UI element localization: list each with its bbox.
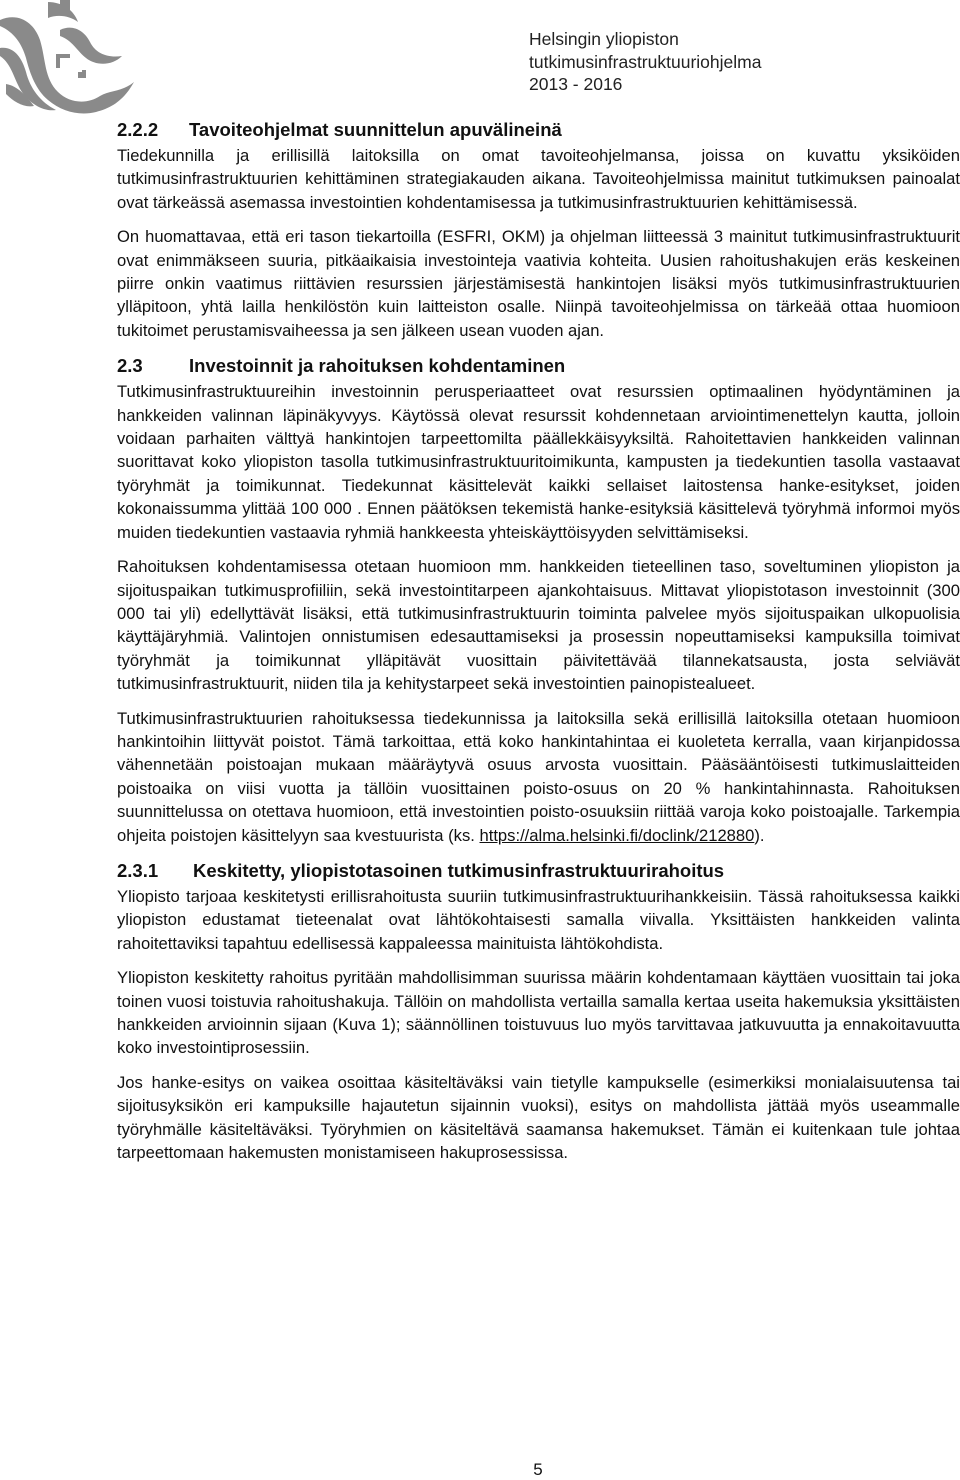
paragraph: Rahoituksen kohdentamisessa otetaan huomioon mm. hankkeiden tieteellinen taso, soveltuminen yliopiston ja sijoituspaikan tutkimusprofiiliin, sekä investointitarpeen ajankohtaisuus. Mittavat yliopistotason investoinnit (300 000 tai yli) edellyttävät lisäksi, että tutkimusinfrastruktuurin toiminta palvelee myös sijoituspaikan ulkopuolisia käyttäjäryhmiä. Valintojen onnistumisen edesauttamiseksi ja prosessin nopeuttamiseksi kampuksilla toimivat työryhmät ja toimikunnat ylläpitävät vuosittain päivitettävää tilannekatsausta, josta selviävät tutkimusinfrastruktuurit, niiden tila ja kehitystarpeet sekä investointien painopistealueet. [117, 557, 960, 694]
doclink-link[interactable]: https://alma.helsinki.fi/doclink/212880 [479, 825, 755, 845]
paragraph: Yliopiston keskitetty rahoitus pyritään mahdollisimman suurissa määrin kohdentamaan käyttäen vuosittain tai joka toinen vuosi toistuvia rahoitushakuja. Tällöin on mahdollista vertailla samalla kertaa useita hakemuksia yksittäisten hankkeiden arvioinnin sijaan (Kuva 1); säännöllinen toistuvuus luo myös tarvittavaa jatkuvuutta ja ennakoitavuutta koko investointiprosessiin. [117, 968, 960, 1058]
paragraph: Jos hanke-esitys on vaikea osoittaa käsiteltäväksi vain tietylle kampukselle (esimerkiksi monialaisuutensa tai sijoitusyksikön eri kampuksille hajautetun sijainnin vuoksi), esitys on mahdollista jättää myös useammalle työryhmälle käsiteltäväksi. Työryhmien on käsiteltävä saamansa hakemukset. Tämän ei kuitenkaan tule johtaa tarpeettomaan hakemusten monistamiseen hakuprosessissa. [117, 1072, 960, 1163]
paragraph-with-link [117, 707, 960, 847]
section-heading-2-3 [117, 354, 960, 378]
header-org: Helsingin yliopiston [529, 29, 679, 49]
section-number: 2.3 [117, 355, 143, 377]
paragraph: Tiedekunnilla ja erillisillä laitoksilla on omat tavoiteohjelmansa, joissa on kuvattu yksiköiden tutkimusinfrastruktuurien kehittäminen strategiakauden aikana. Tavoiteohjelmissa mainitut tutkimuksen painoalat ovat tärkeässä asemassa investointien kohdentamisessa ja tutkimusinfrastruktuurien kehittämisessä. [117, 146, 960, 212]
section-heading-2-3-1 [117, 859, 960, 883]
section-number: 2.2.2 [117, 119, 159, 140]
document-header [529, 28, 761, 96]
university-logo-icon [0, 0, 140, 125]
paragraph-text: Tutkimusinfrastruktuurien rahoituksessa tiedekunnissa ja laitoksilla sekä erillisillä laitoksilla otetaan huomioon hankintoihin liittyvät poistot. Tämä tarkoittaa, että koko hankintahintaa ei kuoleteta kerralla, vaan kirjanpidossa vähennetään poistoajan mukaan määräytyvä osuus arvosta vuosittain. Pääsääntöisesti tutkimuslaitteiden poistoaika on viisi vuotta ja tällöin vuosittainen poisto-osuus on 20 % hankintahinnasta. Rahoituksen suunnittelussa on otettava huomioon, että investointien poisto-osuuksiin riittää varoja koko poistoajalle. Tarkempia ohjeita poistojen käsittelyyn saa kvestuurista (ks. [117, 708, 960, 845]
paragraph: Tutkimusinfrastruktuureihin investoinnin perusperiaatteet ovat resurssien optimaalinen hyödyntäminen ja hankkeiden valinnan läpinäkyvyys. Käytössä olevat resurssit kohdennetaan arviointimenettelyn kautta, jolloin voidaan parhaiten välttyä hankintojen tarpeettomilta päällekkäisyyksiltä. Rahoitettavien hankkeiden valinnan suorittavat koko yliopiston tasolla tutkimusinfrastruktuuritoimikunta, kampusten ja tiedekuntien tasolla vastaavat työryhmät ja toimikunnat. Tiedekunnat käsittelevät kaikki sellaiset laitostensa hanke-esitykset, joiden kokonaissumma ylittää 100 000 . Ennen päätöksen tekemistä hanke-esityksiä käsittelevä työryhmä informoi myös muiden tiedekuntien vastaavia ryhmiä hankkeesta yhteiskäyttöisyyden selvittämiseksi. [117, 382, 960, 542]
section-title: Tavoiteohjelmat suunnittelun apuvälineinä [189, 119, 562, 140]
header-years: 2013 - 2016 [529, 74, 623, 94]
paragraph: Yliopisto tarjoaa keskitetysti erillisrahoitusta suuriin tutkimusinfrastruktuurihankkeisiin. Tässä rahoituksessa kaikki yliopiston edustamat tieteenalat ovat lähtökohtaisesti samalla viivalla. Yksittäisten hankkeiden valinta rahoitettaviksi tapahtuu edellisessä kappaleessa mainituista lähtökohdista. [117, 886, 960, 953]
paragraph: On huomattavaa, että eri tason tiekartoilla (ESFRI, OKM) ja ohjelman liitteessä 3 mainitut tutkimusinfrastruktuurit ovat enimmäkseen suuria, pitkäaikaisia investointeja vaativia kohteita. Uusien rahoitushakujen eräs keskeinen piirre onkin vaatimus riittävien resurssien järjestämisestä hankintojen lisäksi myös tutkimusinfrastruktuurien ylläpitoon, yhtä lailla henkilöstön kuin laitteiston osalle. Niinpä tavoiteohjelmissa on tärkeää ottaa huomioon tukitoimet perustamisvaiheessa ja sen jälkeen usean vuoden ajan. [117, 227, 960, 340]
paragraph-text-end: ). [754, 825, 765, 845]
section-title: Keskitetty, yliopistotasoinen tutkimusinfrastruktuurirahoitus [193, 859, 725, 881]
section-heading-2-2-2 [117, 118, 960, 142]
document-body [117, 118, 960, 1164]
section-number: 2.3.1 [117, 859, 159, 881]
page-number: 5 [533, 1460, 543, 1479]
header-doc-title: tutkimusinfrastruktuuriohjelma [529, 51, 762, 72]
section-title: Investoinnit ja rahoituksen kohdentaminen [189, 355, 566, 377]
